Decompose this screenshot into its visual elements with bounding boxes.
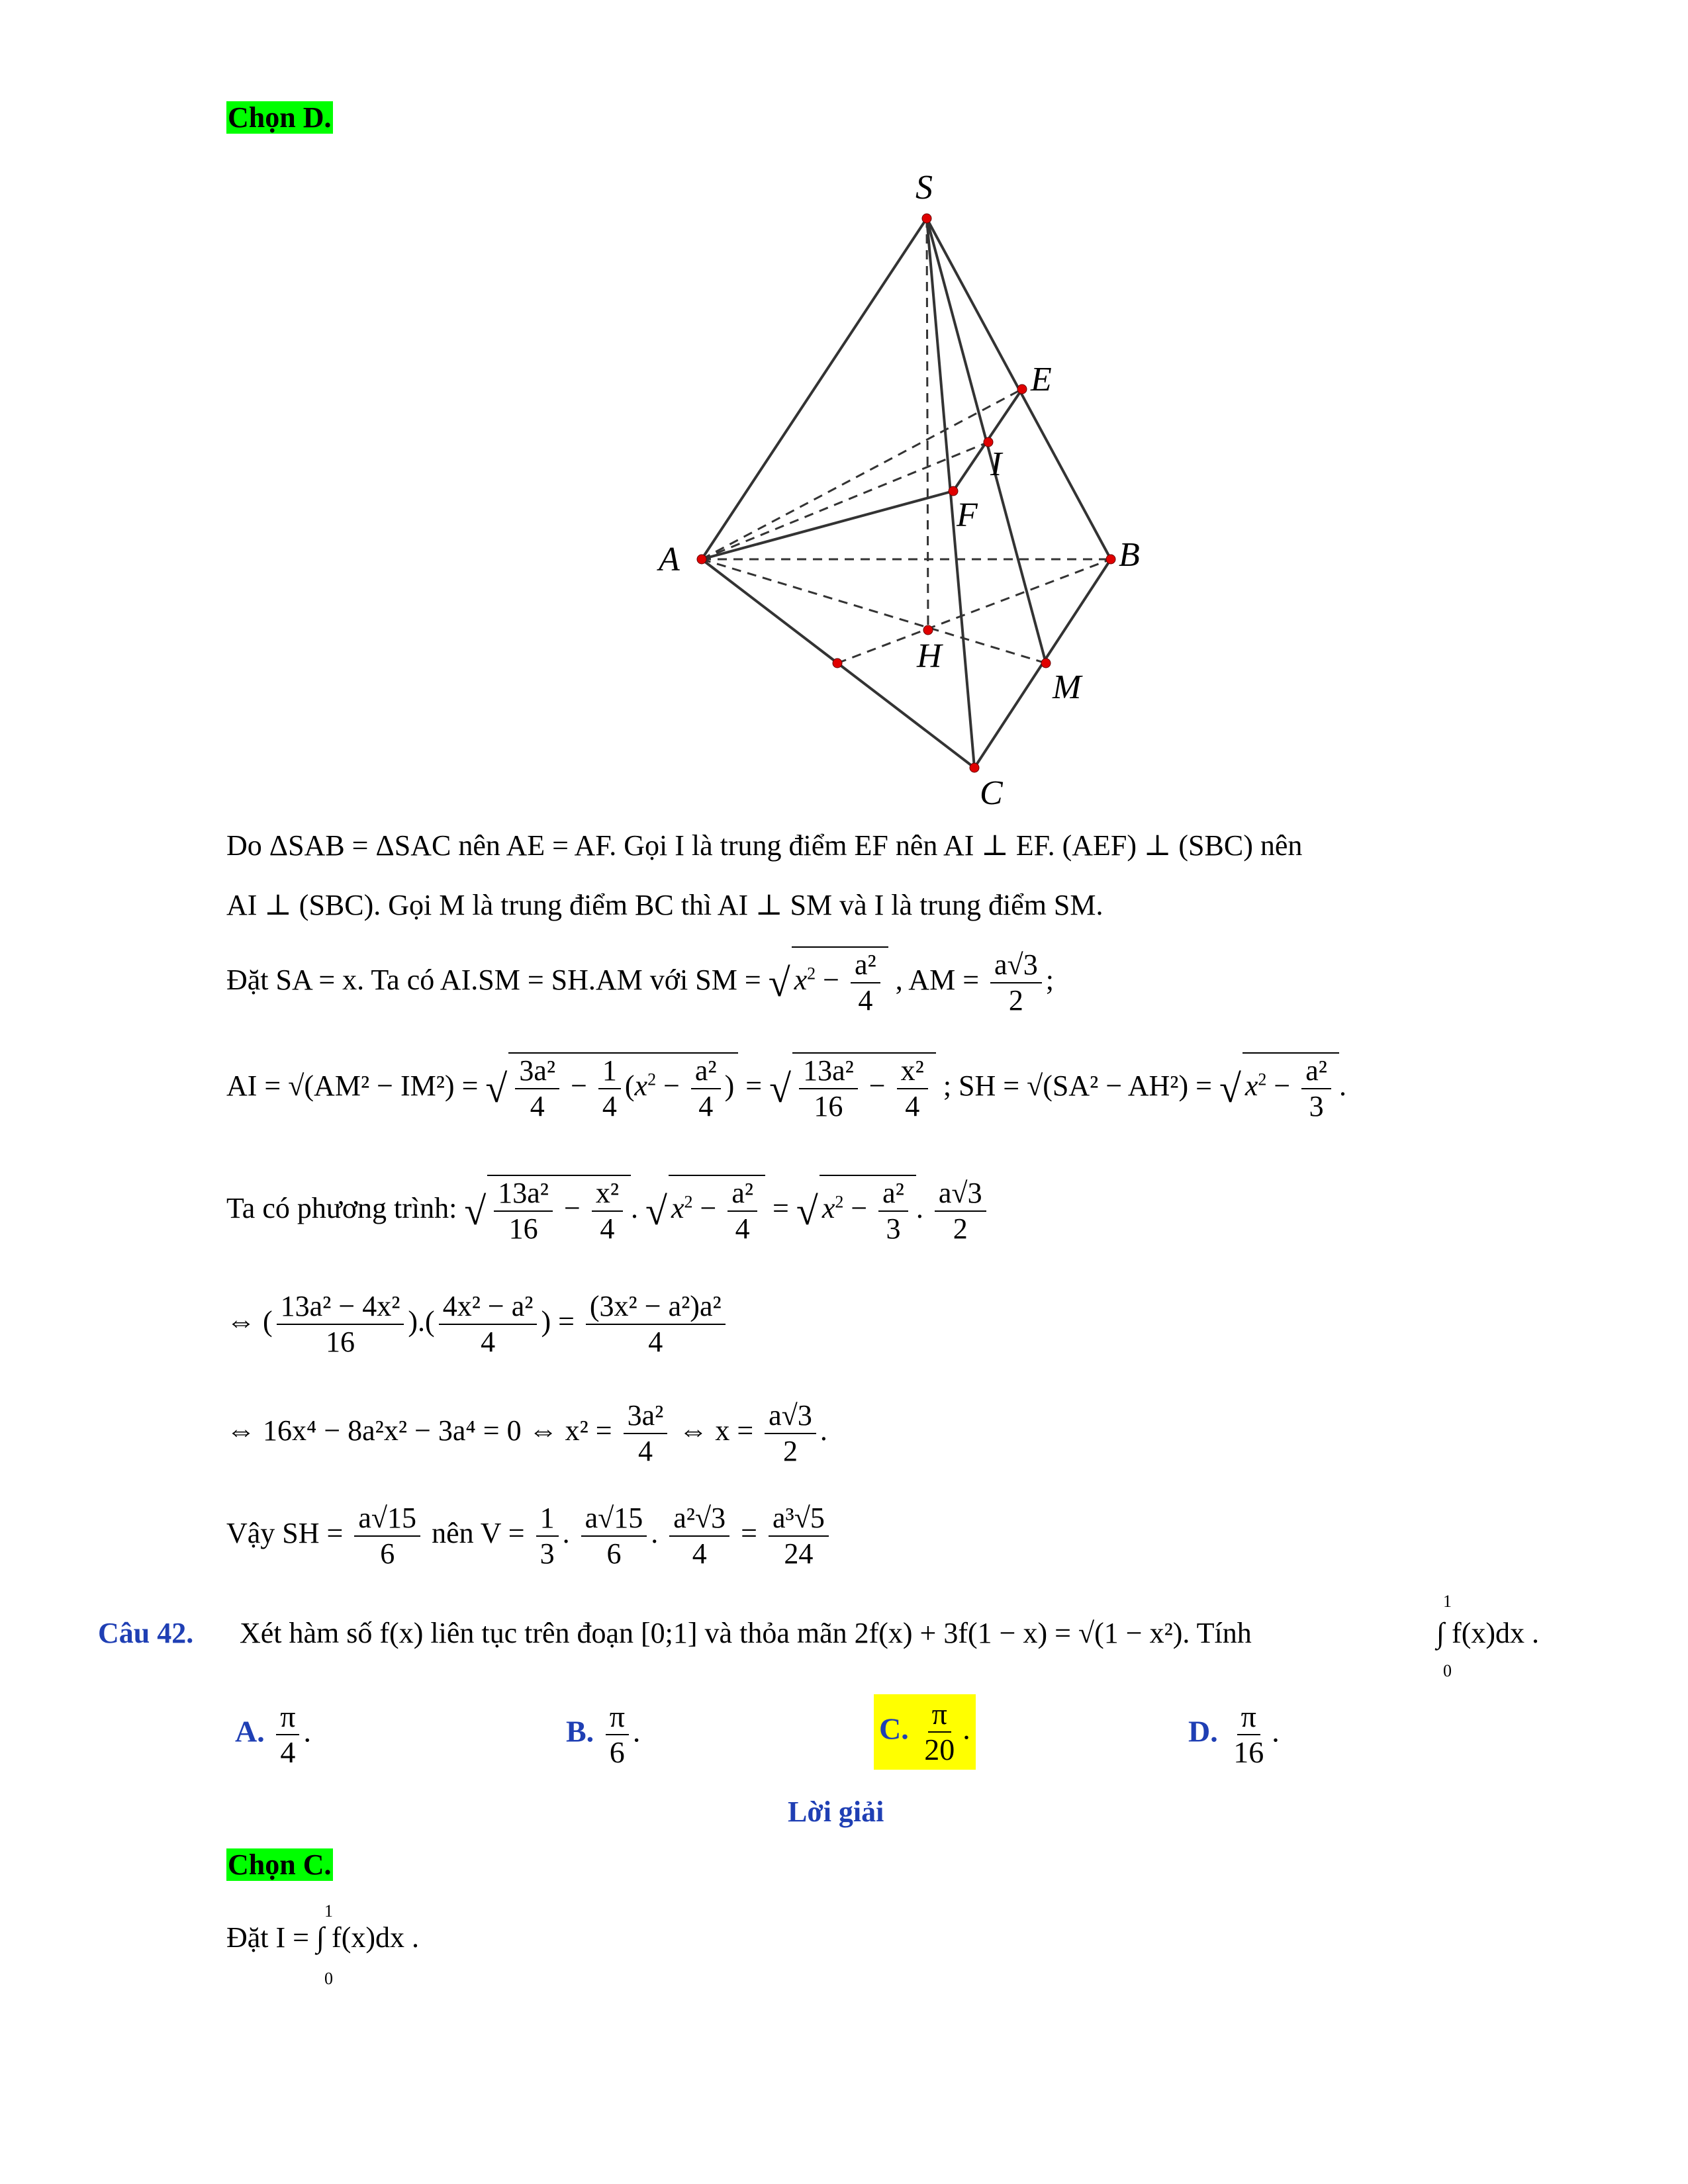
label-m: M — [1053, 668, 1082, 706]
option-b[interactable]: B. $\frac{\pi}{6}$ . — [566, 1700, 641, 1769]
label-e: E — [1031, 361, 1052, 398]
solution-line-8: Vậy SH = $\frac{a√15}{6}$ nên V = $\frac{1}{3}$ . $\frac{a√15}{6}$ . $\frac{\text{a²√3}}{4}$ = $\frac{\text{a³√5}}{24}$ — [226, 1502, 833, 1570]
option-a[interactable]: A. $\frac{\pi}{4}$ . — [235, 1700, 311, 1769]
question-42-lower: 0 — [1443, 1661, 1452, 1680]
solution-42-line-1: Đặt I = 1 ∫ f(x)dx . 0 — [226, 1901, 420, 1988]
option-c-correct[interactable]: C. $\frac{\pi}{20}$ . — [874, 1694, 976, 1770]
label-a: A — [659, 541, 680, 578]
answer-choice: Chọn C. — [228, 1848, 332, 1881]
label-b: B — [1119, 536, 1140, 574]
solution-line-6: ⇔ ( $\frac{\text{13a² − 4x²}}{16}$ ).( $\frac{\text{4x² − a²}}{4}$ ) = $\frac{\text{(3x² − a²)a²}}{4}$ — [226, 1291, 729, 1358]
solution-line-7: ⇔ 16x⁴ − 8a²x² − 3a⁴ = 0 ⇔ x² = $\frac{\text{3a²}}{4}$ ⇔ x = $\frac{a√3}{2}$ . — [226, 1399, 827, 1467]
question-42-label: Câu 42. — [98, 1617, 194, 1649]
question-42-integral: ∫ f(x)dx . — [1436, 1617, 1540, 1649]
pyramid-figure — [629, 159, 1158, 834]
option-d[interactable]: D. $\frac{\pi}{16}$ . — [1188, 1700, 1280, 1769]
solution-line-4: AI = √(AM² − IM²) = √ $\frac{\text{3a²}}{4}$ − $\frac{1}{4}$ ($x^2$ − $\frac{\text{a²}}{4}$ ) = √ $\frac{\text{13a²}}{16}$ − $\frac{\text{x²}}{4}$ ; SH = √(SA² − AH²) = √ $x^2$ − $\frac{\text{a²}}{3}$ . — [226, 1052, 1346, 1122]
label-i: I — [990, 445, 1002, 483]
label-s: S — [915, 169, 933, 206]
label-h: H — [917, 637, 942, 675]
solution-heading: Lời giải — [788, 1796, 884, 1828]
solution-line-2: AI ⊥ (SBC). Gọi M là trung điểm BC thì AI ⊥ SM và I là trung điểm SM. — [226, 889, 1103, 921]
question-42-text: Xét hàm số f(x) liên tục trên đoạn [0;1] và thỏa mãn 2f(x) + 3f(1 − x) = √(1 − x²). Tính — [240, 1617, 1252, 1649]
answer-choice-prev: Chọn D. — [228, 101, 332, 134]
solution-line-5: Ta có phương trình: √ $\frac{\text{13a²}}{16}$ − $\frac{\text{x²}}{4}$ . √ $x^2$ − $\frac{\text{a²}}{4}$ = √ $x^2$ − $\frac{\text{a²}}{3}$ . $\frac{a√3}{2}$ — [226, 1175, 990, 1245]
solution-line-3: Đặt SA = x. Ta có AI.SM = SH.AM với SM = √ $x^2$ − $\frac{\text{a²}}{4}$ , AM = $\frac{a√3}{2}$ ; — [226, 946, 1054, 1017]
label-f: F — [957, 496, 978, 534]
label-c: C — [980, 774, 1003, 812]
question-42-upper: 1 — [1443, 1592, 1452, 1611]
solution-line-1: Do ΔSAB = ΔSAC nên AE = AF. Gọi I là trung điểm EF nên AI ⊥ EF. (AEF) ⊥ (SBC) nên — [226, 829, 1303, 862]
